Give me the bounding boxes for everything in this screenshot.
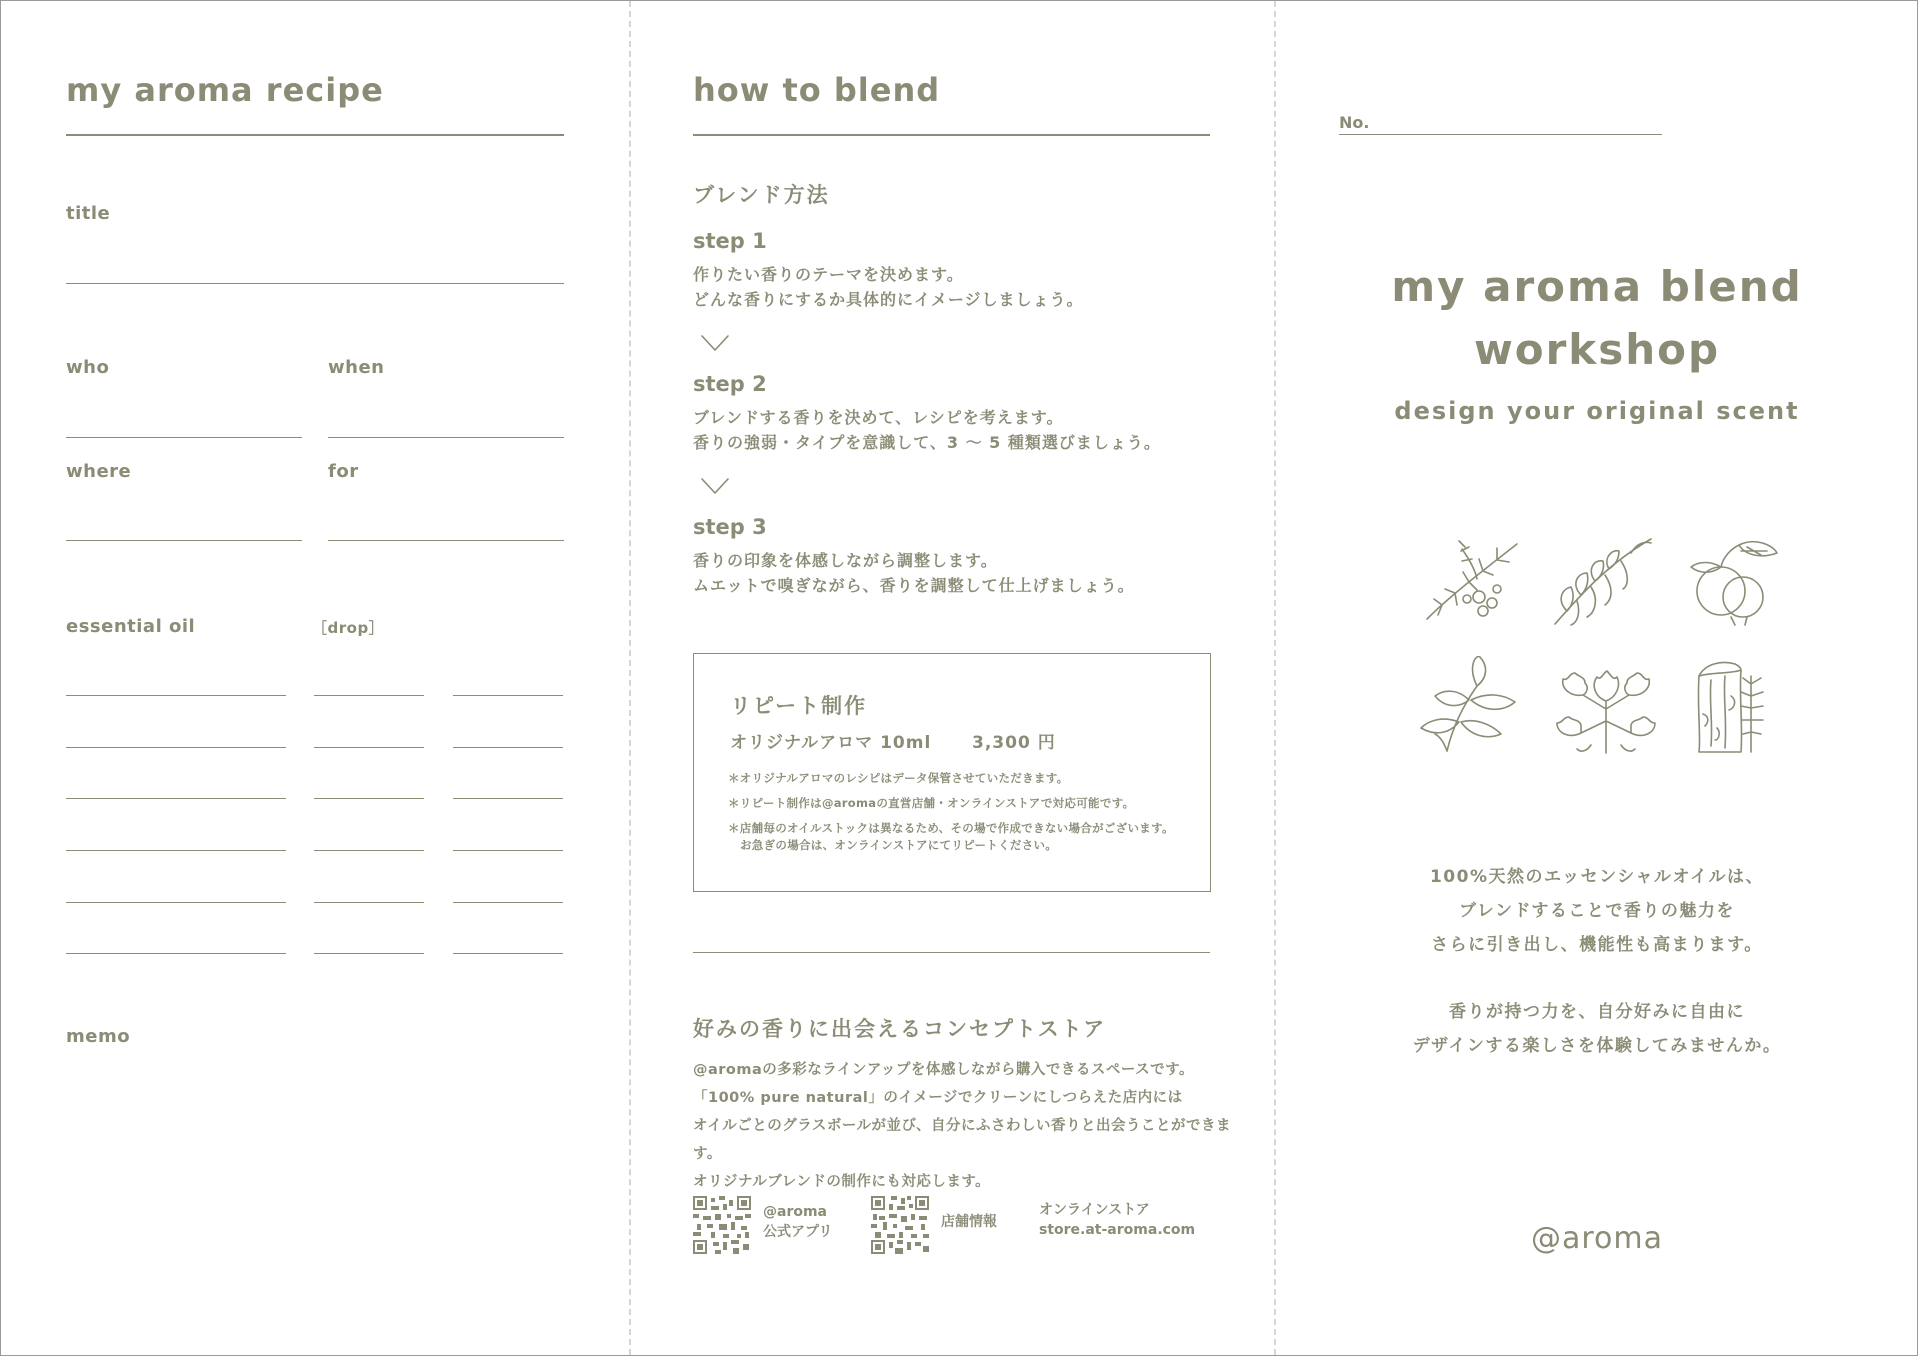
- wood-bark-icon: [1691, 656, 1781, 756]
- oil-drop-field[interactable]: [314, 953, 424, 954]
- cover-title: [1337, 255, 1857, 381]
- fold-line-right: [1274, 1, 1276, 1355]
- store-divider: [693, 952, 1210, 953]
- oil-drop-field[interactable]: [314, 695, 424, 696]
- step-3-line-2: ムエットで嗅ぎながら、香りを調整して仕上げましょう。: [693, 576, 1135, 595]
- store-description: [693, 1056, 1233, 1196]
- juniper-icon: [1417, 529, 1527, 629]
- cover-title-line-1: my aroma blend: [1391, 262, 1803, 311]
- cover-invite: [1317, 995, 1877, 1063]
- step-2-line-2: 香りの強弱・タイプを意識して、3 〜 5 種類選びましょう。: [693, 433, 1161, 452]
- where-label: where: [66, 461, 132, 482]
- oil-name-field[interactable]: [66, 695, 286, 696]
- oil-extra-field[interactable]: [453, 953, 563, 954]
- oil-drop-field[interactable]: [314, 798, 424, 799]
- repeat-notes: [728, 770, 1198, 854]
- cover-invite-line-2: デザインする楽しさを体験してみませんか。: [1412, 1036, 1782, 1056]
- step-2-line-1: ブレンドする香りを決めて、レシピを考えます。: [693, 408, 1064, 427]
- chevron-down-icon: [700, 334, 730, 352]
- number-field[interactable]: [1339, 134, 1662, 135]
- oil-name-field[interactable]: [66, 798, 286, 799]
- cover-intro: [1317, 860, 1877, 962]
- where-field[interactable]: [66, 540, 302, 541]
- fold-line-left: [629, 1, 631, 1355]
- step-2-text: [693, 405, 1161, 455]
- repeat-note-2: ＊リピート制作は@aromaの直営店舗・オンラインストアで対応可能です。: [728, 796, 1135, 810]
- oil-extra-field[interactable]: [453, 798, 563, 799]
- store-line-2: 「100% pure natural」のイメージでクリーンにしつらえた店内には: [693, 1090, 1183, 1106]
- who-label: who: [66, 357, 110, 378]
- blend-heading: how to blend: [693, 71, 941, 109]
- app-link-line-2: 公式アプリ: [763, 1224, 833, 1240]
- when-field[interactable]: [328, 437, 564, 438]
- shop-info-link[interactable]: 店舗情報: [941, 1214, 997, 1230]
- online-store-label: オンラインストア: [1039, 1202, 1150, 1218]
- cover-intro-line-3: さらに引き出し、機能性も高まります。: [1431, 935, 1763, 955]
- online-store-link[interactable]: [1039, 1200, 1195, 1240]
- app-qr-code-icon[interactable]: [693, 1196, 751, 1254]
- for-label: for: [328, 461, 359, 482]
- step-1-text: [693, 262, 1084, 312]
- repeat-title: リピート制作: [730, 694, 868, 718]
- oil-extra-field[interactable]: [453, 747, 563, 748]
- title-field[interactable]: [66, 283, 564, 284]
- repeat-note-1: ＊オリジナルアロマのレシピはデータ保管させていただきます。: [728, 771, 1069, 785]
- store-line-3: オイルごとのグラスボールが並び、自分にふさわしい香りと出会うことができます。: [693, 1118, 1231, 1162]
- oil-extra-field[interactable]: [453, 902, 563, 903]
- oil-drop-field[interactable]: [314, 850, 424, 851]
- app-link-line-1: @aroma: [763, 1204, 828, 1220]
- oil-name-field[interactable]: [66, 850, 286, 851]
- oil-drop-field[interactable]: [314, 902, 424, 903]
- oil-drop-field[interactable]: [314, 747, 424, 748]
- recipe-heading: my aroma recipe: [66, 71, 384, 109]
- blend-heading-rule: [693, 134, 1210, 136]
- blend-method-title: ブレンド方法: [693, 183, 830, 207]
- oil-name-field[interactable]: [66, 953, 286, 954]
- cover-intro-line-1: 100%天然のエッセンシャルオイルは、: [1429, 867, 1765, 887]
- repeat-price: 3,300 円: [972, 733, 1056, 753]
- store-title: 好みの香りに出会えるコンセプトストア: [693, 1017, 1107, 1041]
- step-2-title: step 2: [693, 372, 767, 396]
- memo-label: memo: [66, 1026, 131, 1047]
- number-label: No.: [1339, 113, 1370, 132]
- step-3-line-1: 香りの印象を体感しながら調整します。: [693, 551, 998, 570]
- leaf-icon: [1417, 656, 1527, 756]
- recipe-heading-rule: [66, 134, 564, 136]
- step-1-line-2: どんな香りにするか具体的にイメージしましょう。: [693, 290, 1084, 309]
- oil-name-field[interactable]: [66, 902, 286, 903]
- repeat-order-box: [693, 653, 1211, 892]
- step-3-text: [693, 548, 1135, 598]
- geranium-icon: [1551, 661, 1661, 756]
- store-line-1: @aromaの多彩なラインアップを体感しながら購入できるスペースです。: [693, 1062, 1194, 1078]
- cover-intro-line-2: ブレンドすることで香りの魅力を: [1459, 901, 1735, 921]
- repeat-note-3-cont: お急ぎの場合は、オンラインストアにてリピートください。: [740, 838, 1058, 852]
- brand-logo: @aroma: [1530, 1221, 1664, 1256]
- drop-label: ［drop］: [312, 619, 385, 637]
- step-1-title: step 1: [693, 229, 767, 253]
- citrus-icon: [1681, 531, 1781, 631]
- cover-subtitle: design your original scent: [1394, 397, 1800, 425]
- online-store-url: store.at-aroma.com: [1039, 1222, 1196, 1238]
- repeat-note-3: ＊店舗毎のオイルストックは異なるため、その場で作成できない場合がございます。: [728, 821, 1174, 835]
- cover-title-line-2: workshop: [1473, 325, 1721, 374]
- step-3-title: step 3: [693, 515, 767, 539]
- oil-name-field[interactable]: [66, 747, 286, 748]
- essential-oil-label: essential oil: [66, 616, 196, 637]
- repeat-product: オリジナルアロマ 10ml: [730, 733, 932, 753]
- app-link[interactable]: [763, 1202, 832, 1242]
- for-field[interactable]: [328, 540, 564, 541]
- oil-extra-field[interactable]: [453, 850, 563, 851]
- eucalyptus-icon: [1547, 529, 1657, 629]
- cover-invite-line-1: 香りが持つ力を、自分好みに自由に: [1449, 1002, 1745, 1022]
- title-label: title: [66, 203, 111, 224]
- oil-extra-field[interactable]: [453, 695, 563, 696]
- step-1-line-1: 作りたい香りのテーマを決めます。: [693, 265, 964, 284]
- who-field[interactable]: [66, 437, 302, 438]
- chevron-down-icon: [700, 477, 730, 495]
- when-label: when: [328, 357, 385, 378]
- shop-qr-code-icon[interactable]: [871, 1196, 929, 1254]
- store-line-4: オリジナルブレンドの制作にも対応します。: [693, 1174, 991, 1190]
